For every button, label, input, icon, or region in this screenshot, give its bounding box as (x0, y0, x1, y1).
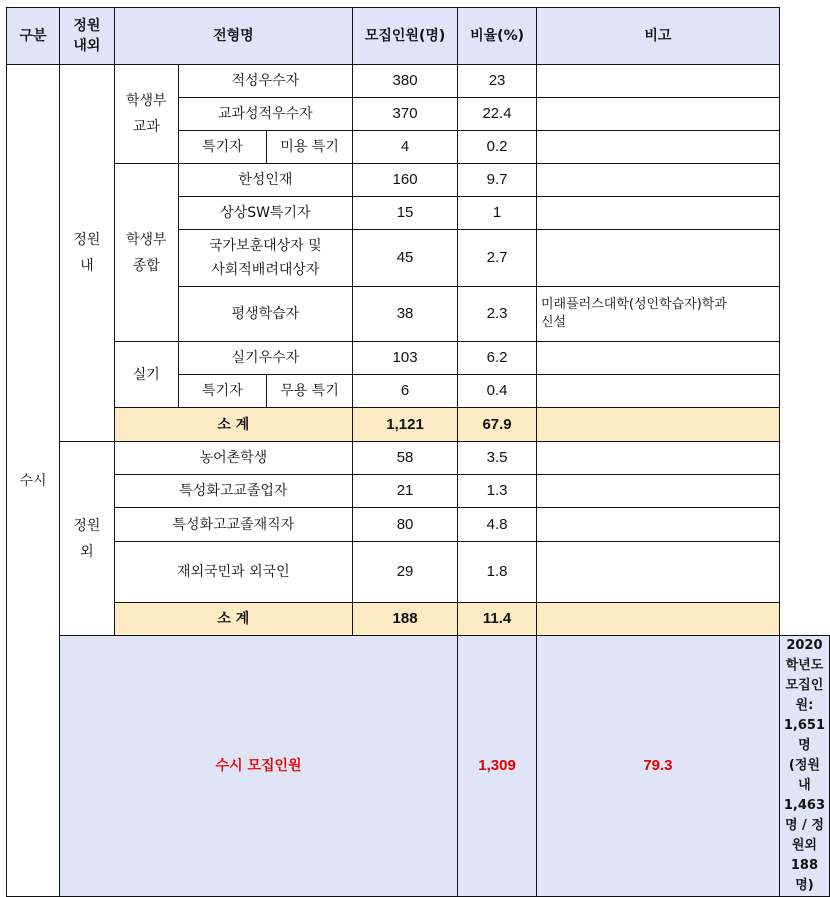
total-row (7, 636, 830, 897)
row-count: 103 (352, 342, 457, 375)
row-count: 160 (352, 164, 457, 197)
row-ratio: 23 (458, 65, 537, 98)
row-count: 370 (352, 98, 457, 131)
table-row (7, 65, 830, 98)
row-note (536, 542, 779, 603)
row-ratio: 2.7 (458, 230, 537, 287)
subtotal-count: 1,121 (352, 408, 457, 442)
group-jonghap: 학생부 종합 (114, 164, 178, 342)
subtotal-ratio: 67.9 (458, 408, 537, 442)
subtotal-label: 소 계 (114, 603, 352, 636)
row-name: 평생학습자 (178, 287, 352, 342)
label-outside: 정원 외 (59, 442, 114, 636)
row-ratio: 1.8 (458, 542, 537, 603)
row-note (536, 164, 779, 197)
table-row (7, 442, 830, 475)
row-ratio: 22.4 (458, 98, 537, 131)
subtotal-row (7, 408, 830, 442)
row-count: 6 (352, 375, 457, 408)
row-note (536, 197, 779, 230)
row-name: 실기우수자 (178, 342, 352, 375)
row-name: 상상SW특기자 (178, 197, 352, 230)
row-count: 45 (352, 230, 457, 287)
total-count: 1,309 (458, 636, 537, 897)
subtotal-note (536, 408, 779, 442)
label-inside: 정원 내 (59, 65, 114, 442)
total-note: 2020학년도 모집인원: 1,651명 (정원내 1,463명 / 정원외 188명) (779, 636, 829, 897)
header-note: 비고 (536, 8, 779, 65)
group-gyogwa: 학생부 교과 (114, 65, 178, 164)
row-count: 15 (352, 197, 457, 230)
row-note (536, 131, 779, 164)
row-name-b: 미용 특기 (267, 131, 353, 164)
total-ratio: 79.3 (536, 636, 779, 897)
row-ratio: 0.4 (458, 375, 537, 408)
row-ratio: 0.2 (458, 131, 537, 164)
row-note (536, 508, 779, 542)
row-count: 58 (352, 442, 457, 475)
row-note (536, 230, 779, 287)
header-name: 전형명 (114, 8, 352, 65)
row-count: 38 (352, 287, 457, 342)
group-silgi: 실기 (114, 342, 178, 408)
row-count: 29 (352, 542, 457, 603)
row-count: 80 (352, 508, 457, 542)
label-susi: 수시 (7, 65, 60, 897)
row-ratio: 3.5 (458, 442, 537, 475)
row-ratio: 4.8 (458, 508, 537, 542)
row-ratio: 1 (458, 197, 537, 230)
table-row (7, 475, 830, 508)
header-row (7, 8, 830, 65)
row-ratio: 1.3 (458, 475, 537, 508)
table-row (7, 508, 830, 542)
row-ratio: 9.7 (458, 164, 537, 197)
row-count: 4 (352, 131, 457, 164)
row-name-a: 특기자 (178, 131, 266, 164)
subtotal-count: 188 (352, 603, 457, 636)
row-name-b: 무용 특기 (267, 375, 353, 408)
header-count: 모집인원(명) (352, 8, 457, 65)
row-name: 특성화고교졸재직자 (114, 508, 352, 542)
row-note (536, 375, 779, 408)
row-name-a: 특기자 (178, 375, 266, 408)
row-count: 380 (352, 65, 457, 98)
row-note (536, 475, 779, 508)
table-row (7, 542, 830, 603)
subtotal-row (7, 603, 830, 636)
row-note (536, 98, 779, 131)
row-ratio: 2.3 (458, 287, 537, 342)
total-label: 수시 모집인원 (59, 636, 457, 897)
row-name: 교과성적우수자 (178, 98, 352, 131)
row-ratio: 6.2 (458, 342, 537, 375)
row-name: 적성우수자 (178, 65, 352, 98)
header-ratio: 비율(%) (458, 8, 537, 65)
row-name: 재외국민과 외국인 (114, 542, 352, 603)
table-row (7, 342, 830, 375)
header-gubun: 구분 (7, 8, 60, 65)
row-note (536, 442, 779, 475)
row-note: 미래플러스대학(성인학습자)학과 신설 (536, 287, 779, 342)
subtotal-label: 소 계 (114, 408, 352, 442)
header-jeongwon: 정원 내외 (59, 8, 114, 65)
subtotal-note (536, 603, 779, 636)
row-name: 특성화고교졸업자 (114, 475, 352, 508)
subtotal-ratio: 11.4 (458, 603, 537, 636)
row-note (536, 342, 779, 375)
row-note (536, 65, 779, 98)
row-name: 국가보훈대상자 및 사회적배려대상자 (178, 230, 352, 287)
row-count: 21 (352, 475, 457, 508)
row-name: 농어촌학생 (114, 442, 352, 475)
table-row (7, 164, 830, 197)
row-name: 한성인재 (178, 164, 352, 197)
admissions-table (6, 7, 830, 897)
